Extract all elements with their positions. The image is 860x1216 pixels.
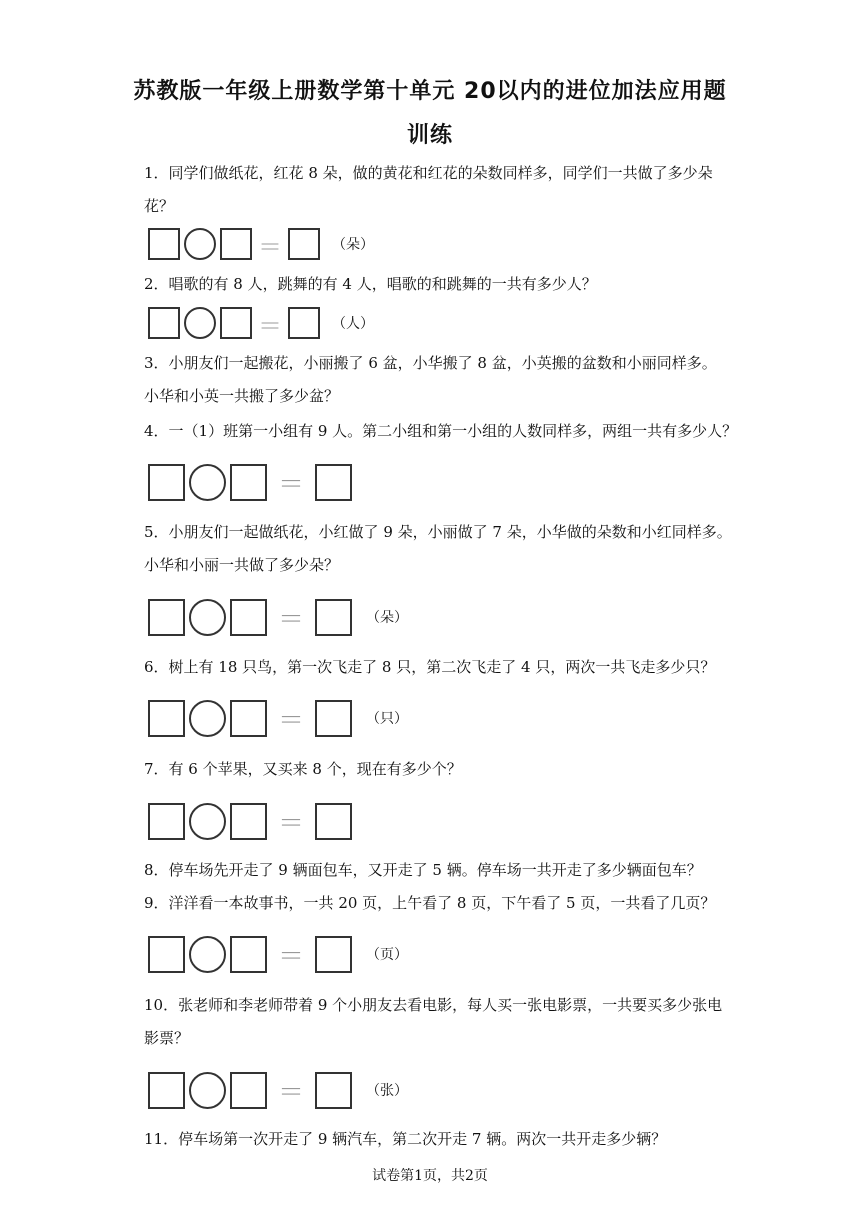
- question-11: 11．停车场第一次开走了 9 辆汽车，第二次开走 7 辆。两次一共开走多少辆？: [144, 1130, 667, 1148]
- question-3: 3．小朋友们一起搬花，小丽搬了 6 盆，小华搬了 8 盆，小英搬的盆数和小丽同样多。: [144, 354, 717, 372]
- operator-circle[interactable]: [189, 803, 226, 840]
- question-1: 1．同学们做纸花，红花 8 朵，做的黄花和红花的朵数同样多，同学们一共做了多少朵: [144, 164, 713, 182]
- unit-label: （朵）: [332, 237, 374, 253]
- question-4: 4．一（1）班第一小组有 9 人。第二小组和第一小组的人数同样多，两组一共有多少人？: [144, 422, 738, 440]
- answer-box[interactable]: [148, 228, 180, 260]
- page-title-line2: 训练: [406, 123, 453, 148]
- answer-box[interactable]: [148, 936, 185, 973]
- result-box[interactable]: [315, 936, 352, 973]
- result-box[interactable]: [288, 228, 320, 260]
- question-7: 7．有 6 个苹果，又买来 8 个，现在有多少个？: [144, 760, 462, 778]
- question-3-line2: 小华和小英一共搬了多少盆？: [144, 387, 340, 405]
- equals-sign: ＝: [277, 808, 304, 839]
- answer-row-5: [148, 597, 408, 637]
- question-5: 5．小朋友们一起做纸花，小红做了 9 朵，小丽做了 7 朵，小华做的朵数和小红同样多。: [144, 523, 732, 541]
- answer-box[interactable]: [230, 599, 267, 636]
- result-box[interactable]: [315, 1072, 352, 1109]
- result-box[interactable]: [288, 307, 320, 339]
- operator-circle[interactable]: [189, 700, 226, 737]
- answer-row-4: [148, 462, 352, 502]
- answer-row-1: [148, 224, 374, 264]
- answer-box[interactable]: [148, 599, 185, 636]
- unit-label: （只）: [366, 711, 408, 727]
- answer-box[interactable]: [220, 307, 252, 339]
- answer-box[interactable]: [148, 700, 185, 737]
- operator-circle[interactable]: [189, 599, 226, 636]
- answer-box[interactable]: [230, 464, 267, 501]
- answer-box[interactable]: [230, 1072, 267, 1109]
- answer-box[interactable]: [220, 228, 252, 260]
- equals-sign: ＝: [277, 604, 304, 635]
- answer-row-2: [148, 303, 374, 343]
- question-5-line2: 小华和小丽一共做了多少朵？: [144, 556, 340, 574]
- question-6: 6．树上有 18 只鸟，第一次飞走了 8 只，第二次飞走了 4 只，两次一共飞走多少只？: [144, 658, 716, 676]
- answer-row-9: [148, 934, 408, 974]
- result-box[interactable]: [315, 803, 352, 840]
- question-8: 8．停车场先开走了 9 辆面包车，又开走了 5 辆。停车场一共开走了多少辆面包车？: [144, 861, 702, 879]
- operator-circle[interactable]: [184, 307, 216, 339]
- unit-label: （张）: [366, 1083, 408, 1099]
- result-box[interactable]: [315, 599, 352, 636]
- operator-circle[interactable]: [184, 228, 216, 260]
- answer-box[interactable]: [230, 936, 267, 973]
- question-1-line2: 花？: [144, 197, 175, 215]
- unit-label: （人）: [332, 316, 374, 332]
- result-box[interactable]: [315, 464, 352, 501]
- operator-circle[interactable]: [189, 936, 226, 973]
- question-9: 9．洋洋看一本故事书，一共 20 页，上午看了 8 页，下午看了 5 页，一共看了几页？: [144, 894, 716, 912]
- page-footer: 试卷第1页，共2页: [372, 1168, 488, 1184]
- answer-row-10: [148, 1070, 408, 1110]
- equals-sign: ＝: [277, 469, 304, 500]
- unit-label: （页）: [366, 947, 408, 963]
- answer-row-7: [148, 801, 352, 841]
- page-title: 苏教版一年级上册数学第十单元 20以内的进位加法应用题: [133, 79, 727, 104]
- answer-row-6: [148, 698, 408, 738]
- unit-label: （朵）: [366, 610, 408, 626]
- answer-box[interactable]: [148, 307, 180, 339]
- answer-box[interactable]: [230, 803, 267, 840]
- equals-sign: ＝: [277, 705, 304, 736]
- question-2: 2．唱歌的有 8 人，跳舞的有 4 人，唱歌的和跳舞的一共有多少人？: [144, 275, 597, 293]
- equals-sign: ＝: [277, 1077, 304, 1108]
- question-10: 10．张老师和李老师带着 9 个小朋友去看电影，每人买一张电影票，一共要买多少张电: [144, 996, 723, 1014]
- result-box[interactable]: [315, 700, 352, 737]
- equals-sign: ＝: [277, 941, 304, 972]
- equals-sign: ＝: [258, 232, 282, 261]
- equals-sign: ＝: [258, 311, 282, 340]
- answer-box[interactable]: [148, 464, 185, 501]
- operator-circle[interactable]: [189, 464, 226, 501]
- operator-circle[interactable]: [189, 1072, 226, 1109]
- answer-box[interactable]: [148, 1072, 185, 1109]
- question-10-line2: 影票？: [144, 1029, 190, 1047]
- answer-box[interactable]: [230, 700, 267, 737]
- answer-box[interactable]: [148, 803, 185, 840]
